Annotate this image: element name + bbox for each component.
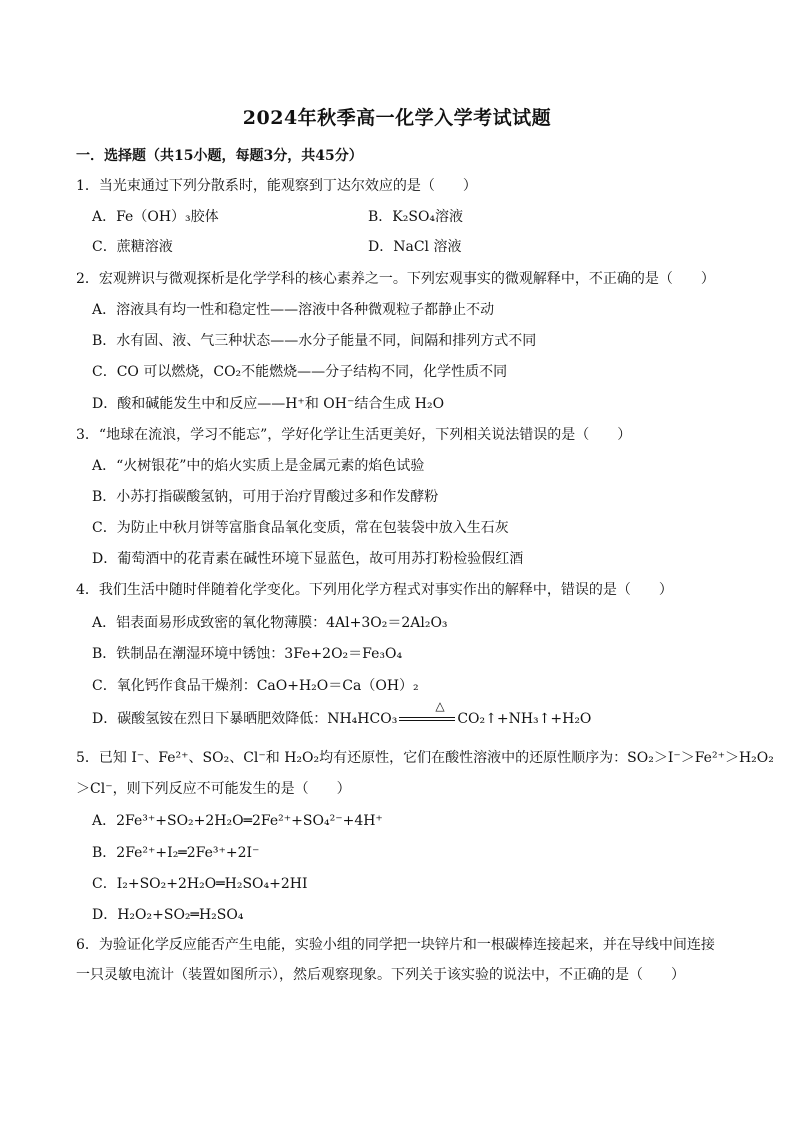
equals-bar bbox=[399, 717, 455, 721]
exam-title: 2024年秋季高一化学入学考试试题 bbox=[242, 107, 552, 129]
question-4-stem: 4．我们生活中随时伴随着化学变化。下列用化学方程式对事实作出的解释中，错误的是（ ） bbox=[76, 582, 673, 598]
question-6-stem-line-1: 6．为验证化学反应能否产生电能，实验小组的同学把一块锌片和一根碳棒连接起来，并在导线中间连接 bbox=[76, 937, 715, 953]
question-5-stem-line-1: 5．已知 I⁻、Fe²⁺、SO₂、Cl⁻和 H₂O₂均有还原性，它们在酸性溶液中的还原性顺序为：SO₂＞I⁻＞Fe²⁺＞H₂O₂ bbox=[76, 750, 774, 766]
question-5-option-c: C．I₂+SO₂+2H₂O═H₂SO₄+2HI bbox=[92, 876, 308, 892]
question-2-stem: 2．宏观辨识与微观探析是化学学科的核心素养之一。下列宏观事实的微观解释中，不正确的是（ ） bbox=[76, 271, 715, 287]
question-3-option-c: C．为防止中秋月饼等富脂食品氧化变质，常在包装袋中放入生石灰 bbox=[92, 520, 509, 536]
question-3-option-d: D．葡萄酒中的花青素在碱性环境下显蓝色，故可用苏打粉检验假红酒 bbox=[92, 551, 524, 567]
question-4-option-d-right: CO₂↑+NH₃↑+H₂O bbox=[457, 711, 592, 727]
section-heading: 一．选择题（共15小题，每题3分，共45分） bbox=[76, 148, 363, 164]
question-4-option-b: B．铁制品在潮湿环境中锈蚀：3Fe+2O₂＝Fe₃O₄ bbox=[92, 646, 403, 662]
question-1-stem: 1．当光束通过下列分散系时，能观察到丁达尔效应的是（ ） bbox=[76, 178, 477, 194]
heat-symbol: △ bbox=[435, 699, 445, 713]
question-4-option-d-left: D．碳酸氢铵在烈日下暴晒肥效降低：NH₄HCO₃ bbox=[92, 711, 398, 727]
question-3-option-b: B．小苏打指碳酸氢钠，可用于治疗胃酸过多和作发酵粉 bbox=[92, 489, 439, 505]
question-5-option-a: A．2Fe³⁺+SO₂+2H₂O═2Fe²⁺+SO₄²⁻+4H⁺ bbox=[92, 813, 383, 829]
question-1-option-d: D．NaCl 溶液 bbox=[368, 239, 462, 255]
question-3-stem: 3．“地球在流浪，学习不能忘”，学好化学让生活更美好，下列相关说法错误的是（ ） bbox=[76, 427, 632, 443]
question-2-option-c: C．CO 可以燃烧，CO₂不能燃烧——分子结构不同，化学性质不同 bbox=[92, 364, 508, 380]
heat-arrow bbox=[397, 699, 457, 728]
question-5-stem-line-2: ＞Cl⁻，则下列反应不可能发生的是（ ） bbox=[76, 781, 351, 797]
question-4-option-c: C．氧化钙作食品干燥剂：CaO+H₂O＝Ca（OH）₂ bbox=[92, 678, 419, 694]
question-1-option-c: C．蔗糖溶液 bbox=[92, 239, 173, 255]
question-2-option-b: B．水有固、液、气三种状态——水分子能量不同，间隔和排列方式不同 bbox=[92, 333, 537, 349]
question-5-option-d: D．H₂O₂+SO₂═H₂SO₄ bbox=[92, 907, 244, 923]
question-1-option-a: A．Fe（OH）₃胶体 bbox=[92, 209, 219, 225]
question-2-option-d: D．酸和碱能发生中和反应——H⁺和 OH⁻结合生成 H₂O bbox=[92, 396, 445, 412]
question-4-option-a: A．铝表面易形成致密的氧化物薄膜：4Al+3O₂＝2Al₂O₃ bbox=[92, 615, 448, 631]
question-6-stem-line-2: 一只灵敏电流计（装置如图所示），然后观察现象。下列关于该实验的说法中，不正确的是（ ） bbox=[76, 967, 685, 983]
question-4-option-d bbox=[92, 699, 592, 728]
question-2-option-a: A．溶液具有均一性和稳定性——溶液中各种微观粒子都静止不动 bbox=[92, 302, 495, 318]
question-5-option-b: B．2Fe²⁺+I₂═2Fe³⁺+2I⁻ bbox=[92, 845, 260, 861]
question-1-option-b: B．K₂SO₄溶液 bbox=[368, 209, 464, 225]
question-3-option-a: A．“火树银花”中的焰火实质上是金属元素的焰色试验 bbox=[92, 458, 425, 474]
